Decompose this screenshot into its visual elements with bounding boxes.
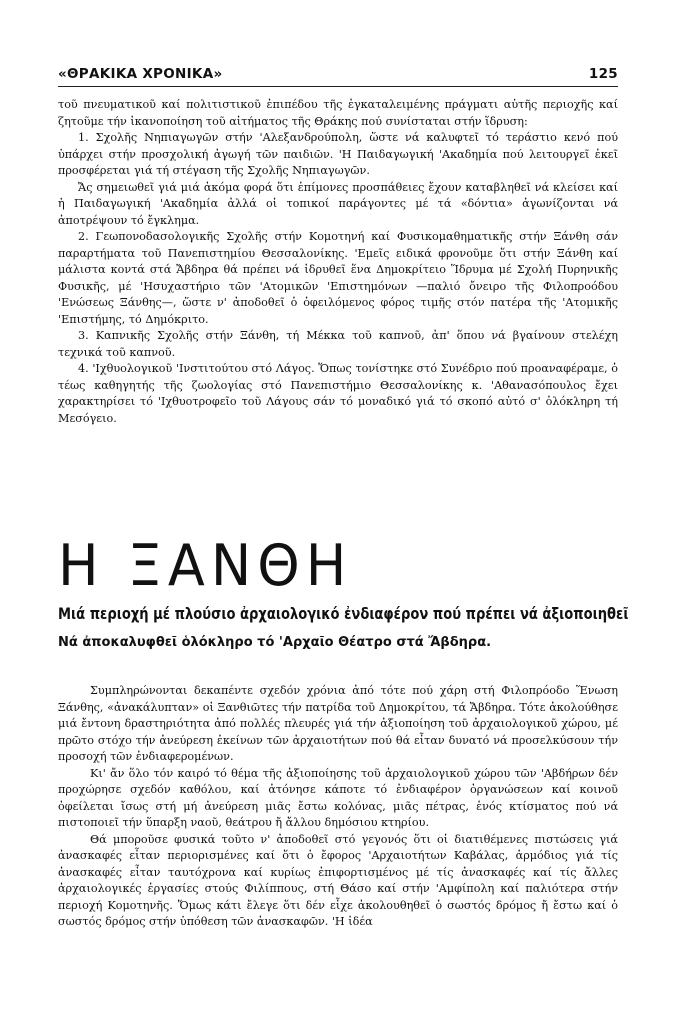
paragraph: Θά μποροῦσε φυσικά τοῦτο ν' ἀποδοθεῖ στό γεγονός ὅτι οἱ διατιθέμενες πιστώσεις γιά ἀνασκαφές εἶταν περιορισμένες καί ὅτι ὁ ἔφορος 'Αρχαιοτήτων Καβάλας, ἁρμόδιος γιά τίς ἀνασκαφές εἶταν ταυτόχρονα καί κυρίως ἐπιφορτισμένος μέ τίς ἀνασκαφές καί τίς ἄλλες ἀρχαιολογικές ἐργασίες στούς Φιλίππους, στή Θάσο καί στήν 'Αμφίπολη καί παλιότερα στήν περιοχή Κομοτηνῆς. Ὅμως κάτι ἔλεγε ὅτι δέν εἶχε ἀκολουθηθεῖ ὁ σωστός δρόμος ἤ ἔστω καί ὁ σωστός δρόμος στήν ὑπόθεση τῶν ἀνασκαφῶν. 'Η ἰδέα bbox=[58, 832, 618, 928]
paragraph: 3. Καπνικῆς Σχολῆς στήν Ξάνθη, τή Μέκκα τοῦ καπνοῦ, ἀπ' ὅπου νά βγαίνουν στελέχη τεχνικά τοῦ καπνοῦ. bbox=[58, 329, 618, 359]
paragraph: Ἄς σημειωθεῖ γιά μιά ἀκόμα φορά ὅτι ἐπίμονες προσπάθειες ἔχουν καταβληθεῖ νά κλείσει καί ἡ Παιδαγωγική 'Ακαδημία ἀλλά οἱ τοπικοί παράγοντες μέ τά «δόντια» ἀγωνίζονται νά ἀποτρέψουν τό ἔγκλημα. bbox=[58, 180, 618, 227]
journal-title: «ΘΡΑΚΙΚΑ ΧΡΟΝΙΚΑ» bbox=[58, 66, 223, 82]
continued-text-block bbox=[58, 97, 618, 427]
running-header bbox=[58, 66, 618, 82]
page-number: 125 bbox=[588, 66, 618, 82]
paragraph: 4. 'Ιχθυολογικοῦ 'Ινστιτούτου στό Λάγος. Ὅπως τονίστηκε στό Συνέδριο πού προαναφέραμε, ὁ τέως καθηγητής τῆς ζωολογίας στό Πανεπιστήμιο Θεσσαλονίκης κ. 'Αθανασόπουλος ἔχει χαρακτηρίσει τό 'Ιχθυοτροφεῖο τοῦ Λάγους σάν τό μοναδικό γιά τό σκοπό αὐτό σ' ὁλόκληρη τή Μεσόγειο. bbox=[58, 362, 618, 425]
article-text-block bbox=[58, 683, 618, 931]
paragraph: Συμπληρώνονται δεκαπέντε σχεδόν χρόνια ἀπό τότε πού χάρη στή Φιλοπρόοδο Ἕνωση Ξάνθης, «ἀνακάλυπταν» οἱ Ξανθιῶτες τήν πατρίδα τοῦ Δημοκρίτου, τά Ἄβδηρα. Τότε ἀκολούθησε μιά ἔντονη δραστηριότητα ἀπό πολλές πλευρές γιά τήν ἀξιοποίηση τοῦ ἀρχαιολογικοῦ χώρου, μέ πρῶτο στόχο τήν ἀνεύρεση ἐκείνων τῶν ἀρχαιοτήτων πού θά εἶταν δυνατό νά προσελκύσουν τήν προσοχή τῶν ἐνδιαφερομένων. bbox=[58, 684, 618, 763]
paragraph: Κι' ἄν ὅλο τόν καιρό τό θέμα τῆς ἀξιοποίησης τοῦ ἀρχαιολογικοῦ χώρου τῶν 'Αβδήρων δέν προχώρησε σχεδόν καθόλου, καί ἀτόνησε κάποτε τό ἐνδιαφέρον ὀργανώσεων καί κοινοῦ ὀφείλεται ἴσως στή μή ἀνεύρεση μιᾶς ἔστω κολόνας, μιᾶς πέτρας, ἑνός κτίσματος πού νά πιστοποιεῖ τήν ὕπαρξη ναοῦ, θεάτρου ἤ ἄλλου δημόσιου κτηρίου. bbox=[58, 766, 618, 829]
paragraph: τοῦ πνευματικοῦ καί πολιτιστικοῦ ἐπιπέδου τῆς ἐγκαταλειμένης πράγματι αὐτῆς περιοχῆς καί ζητοῦμε τήν ἱκανοποίηση τοῦ αἰτήματος τῆς Θράκης πού συνίσταται στήν ἵδρυση: bbox=[58, 98, 618, 128]
paragraph: 1. Σχολῆς Νηπιαγωγῶν στήν 'Αλεξανδρούπολη, ὥστε νά καλυφτεῖ τό τεράστιο κενό πού ὑπάρχει στήν προσχολική ἀγωγή τῶν παιδιῶν. 'Η Παιδαγωγική 'Ακαδημία πού λειτουργεῖ ἐκεῖ προσφέρεται γιά τή στέγαση τῆς Σχολῆς Νηπιαγωγῶν. bbox=[58, 131, 618, 177]
section-title: Η ΞΑΝΘΗ bbox=[58, 532, 353, 599]
header-rule bbox=[58, 86, 618, 87]
section-subtitle: Μιά περιοχή μέ πλούσιο ἀρχαιολογικό ἐνδιαφέρον πού πρέπει νά ἀξιοποιηθεῖ bbox=[58, 605, 629, 623]
section-kicker: Νά ἀποκαλυφθεῖ ὁλόκληρο τό 'Αρχαῖο Θέατρο στά Ἄβδηρα. bbox=[58, 635, 492, 650]
paragraph: 2. Γεωπονοδασολογικῆς Σχολῆς στήν Κομοτηνή καί Φυσικομαθηματικῆς στήν Ξάνθη σάν παραρτήματα τοῦ Πανεπιστημίου Θεσσαλονίκης. 'Εμεῖς ειδικά φρονοῦμε ὅτι στήν Ξάνθη καί μάλιστα κοντά στά Ἄβδηρα θά πρέπει νά ἱδρυθεῖ ἕνα Δημοκρίτειο Ἵδρυμα μέ Σχολή Πυρηνικῆς Φυσικῆς, μέ 'Ησυχαστήριο τῶν 'Ατομικῶν 'Επιστημόνων —παλιό ὄνειρο τῆς Φιλοπροόδου 'Ενώσεως Ξάνθης—, ὥστε ν' ἀποδοθεῖ ὁ ὀφειλόμενος φόρος τιμῆς στόν πατέρα τῆς 'Ατομικῆς 'Επιστήμης, τό Δημόκριτο. bbox=[58, 230, 618, 326]
